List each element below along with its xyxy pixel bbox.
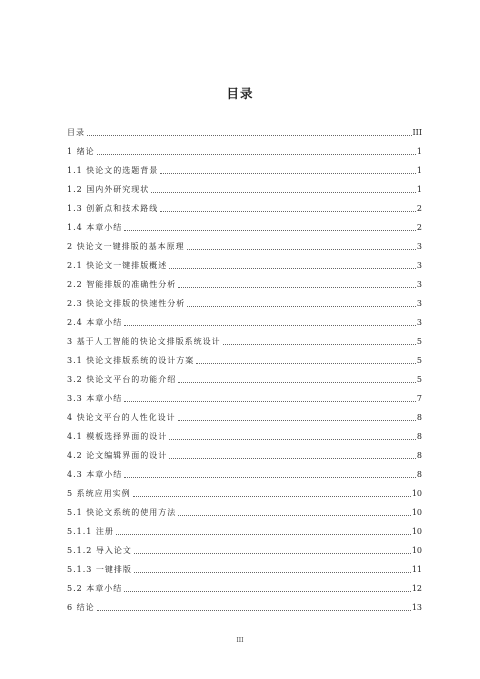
- toc-leader-dots: [124, 325, 416, 326]
- toc-entry-page: 3: [416, 242, 422, 251]
- toc-entry-page: 8: [416, 413, 422, 422]
- toc-entry-text: 2.3 快论文排版的快速性分析: [67, 299, 186, 308]
- toc-entry-text: 3 基于人工智能的快论文排版系统设计: [67, 337, 221, 346]
- toc-entry[interactable]: [67, 271, 422, 290]
- toc-leader-dots: [124, 401, 416, 402]
- toc-entry[interactable]: [67, 195, 422, 214]
- toc-entry[interactable]: [67, 518, 422, 537]
- toc-entry-text: 3.2 快论文平台的功能介绍: [67, 375, 177, 384]
- toc-entry-page: 3: [416, 280, 422, 289]
- toc-entry-text: 2 快论文一键排版的基本原理: [67, 242, 185, 251]
- toc-leader-dots: [223, 344, 416, 345]
- toc-entry-page: 3: [416, 318, 422, 327]
- toc-entry[interactable]: [67, 347, 422, 366]
- toc-entry[interactable]: [67, 499, 422, 518]
- toc-entry-text: 1.1 快论文的选题背景: [67, 166, 159, 175]
- toc-entry-text: 5 系统应用实例: [67, 489, 131, 498]
- toc-leader-dots: [116, 534, 411, 535]
- toc-entry-text: 1.2 国内外研究现状: [67, 185, 150, 194]
- toc-leader-dots: [151, 192, 416, 193]
- toc-leader-dots: [169, 458, 416, 459]
- toc-entry-page: 10: [411, 546, 422, 555]
- toc-leader-dots: [160, 211, 416, 212]
- toc-leader-dots: [169, 439, 416, 440]
- toc-entry[interactable]: [67, 575, 422, 594]
- toc-entry-text: 4 快论文平台的人性化设计: [67, 413, 176, 422]
- toc-entry-text: 4.1 模板选择界面的设计: [67, 432, 168, 441]
- toc-leader-dots: [178, 287, 416, 288]
- toc-entry-page: III: [412, 128, 422, 137]
- toc-entry[interactable]: [67, 176, 422, 195]
- toc-entry[interactable]: [67, 214, 422, 233]
- toc-entry-text: 5.1.1 注册: [67, 527, 114, 536]
- toc-leader-dots: [187, 306, 416, 307]
- toc-entry[interactable]: [67, 385, 422, 404]
- toc-entry[interactable]: [67, 461, 422, 480]
- toc-leader-dots: [97, 610, 411, 611]
- toc-entry-page: 8: [416, 451, 422, 460]
- page-number: III: [236, 637, 244, 644]
- toc-entry-page: 1: [416, 147, 422, 156]
- toc-entry-text: 5.1.2 导入论文: [67, 546, 132, 555]
- toc-entry-page: 11: [411, 565, 422, 574]
- toc-entry-text: 5.1.3 一键排版: [67, 565, 132, 574]
- toc-leader-dots: [124, 230, 416, 231]
- toc-entry-page: 1: [416, 166, 422, 175]
- toc-leader-dots: [178, 420, 416, 421]
- toc-entry[interactable]: [67, 442, 422, 461]
- toc-entry-page: 2: [416, 204, 422, 213]
- toc-entry[interactable]: [67, 537, 422, 556]
- toc-entry-text: 3.3 本章小结: [67, 394, 123, 403]
- toc-entry-page: 13: [411, 603, 422, 612]
- toc-entry-page: 3: [416, 261, 422, 270]
- toc-entry-text: 1 绪论: [67, 147, 95, 156]
- toc-entry-page: 7: [416, 394, 422, 403]
- toc-leader-dots: [134, 553, 411, 554]
- toc-entry[interactable]: [67, 423, 422, 442]
- toc-entry[interactable]: [67, 328, 422, 347]
- toc-entry-page: 10: [411, 508, 422, 517]
- toc-leader-dots: [124, 477, 416, 478]
- toc-entry-page: 10: [411, 527, 422, 536]
- toc-leader-dots: [87, 135, 412, 136]
- toc-leader-dots: [160, 173, 416, 174]
- toc-entry[interactable]: [67, 594, 422, 613]
- toc-entry-page: 5: [416, 375, 422, 384]
- toc-leader-dots: [187, 249, 416, 250]
- toc-entry-text: 5.2 本章小结: [67, 584, 123, 593]
- toc-entry-page: 12: [411, 584, 422, 593]
- toc-entry-page: 8: [416, 432, 422, 441]
- toc-entry[interactable]: [67, 290, 422, 309]
- toc-entry-page: 5: [416, 337, 422, 346]
- toc-leader-dots: [169, 268, 416, 269]
- toc-leader-dots: [133, 496, 411, 497]
- toc-entry[interactable]: [67, 252, 422, 271]
- toc-title: 目录: [226, 86, 254, 101]
- toc-entry[interactable]: [67, 556, 422, 575]
- toc-entry[interactable]: [67, 157, 422, 176]
- toc-entry[interactable]: [67, 309, 422, 328]
- toc-entry-page: 8: [416, 470, 422, 479]
- toc-entry-text: 4.2 论文编辑界面的设计: [67, 451, 168, 460]
- toc-entry[interactable]: [67, 119, 422, 138]
- toc-entry[interactable]: [67, 480, 422, 499]
- toc-entry-text: 3.1 快论文排版系统的设计方案: [67, 356, 195, 365]
- toc-entry[interactable]: [67, 404, 422, 423]
- toc-leader-dots: [134, 572, 411, 573]
- toc-entry-text: 4.3 本章小结: [67, 470, 123, 479]
- toc-entry-text: 目录: [67, 128, 85, 137]
- toc-entry-text: 5.1 快论文系统的使用方法: [67, 508, 177, 517]
- toc-entry-text: 1.4 本章小结: [67, 223, 123, 232]
- toc-entry[interactable]: [67, 233, 422, 252]
- toc-leader-dots: [97, 154, 416, 155]
- toc-entry-text: 1.3 创新点和技术路线: [67, 204, 159, 213]
- toc-entry-text: 6 结论: [67, 603, 95, 612]
- toc-leader-dots: [178, 382, 416, 383]
- toc-leader-dots: [124, 591, 411, 592]
- toc-entry-page: 10: [411, 489, 422, 498]
- toc-entry-page: 3: [416, 299, 422, 308]
- toc-entry-page: 5: [416, 356, 422, 365]
- toc-entry[interactable]: [67, 366, 422, 385]
- toc-leader-dots: [196, 363, 416, 364]
- toc-entry-text: 2.2 智能排版的准确性分析: [67, 280, 177, 289]
- toc-entry-page: 1: [416, 185, 422, 194]
- toc-entry-page: 2: [416, 223, 422, 232]
- toc-entry-text: 2.1 快论文一键排版概述: [67, 261, 168, 270]
- toc-list: [67, 119, 422, 613]
- toc-leader-dots: [178, 515, 411, 516]
- toc-entry[interactable]: [67, 138, 422, 157]
- toc-entry-text: 2.4 本章小结: [67, 318, 123, 327]
